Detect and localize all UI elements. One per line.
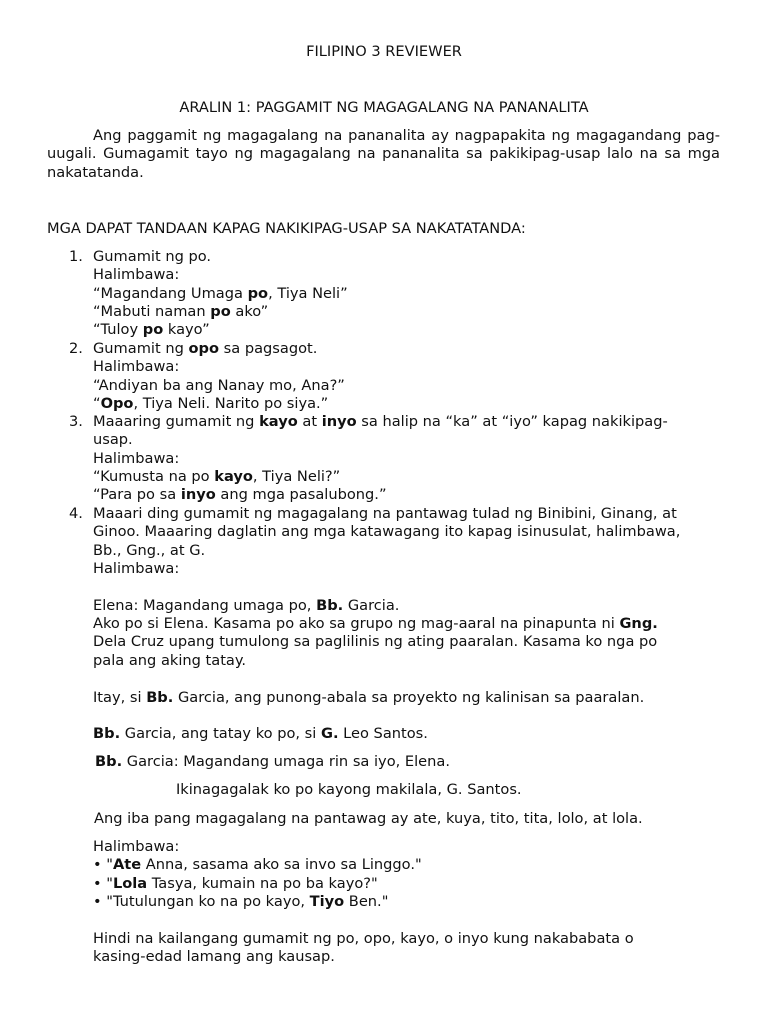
document-title: FILIPINO 3 REVIEWER <box>306 43 462 60</box>
bold-term: kayo <box>259 413 298 430</box>
list-item-line <box>93 505 677 523</box>
dialogue-line <box>93 652 246 670</box>
list-item-line <box>93 395 328 413</box>
list-number: 2. <box>69 340 83 357</box>
example-label <box>93 838 179 856</box>
list-item-line <box>93 377 345 395</box>
list-item-line <box>93 560 179 578</box>
text-run: • " <box>93 874 113 892</box>
dialogue-line <box>93 689 644 707</box>
text-run: , Tiya Neli?” <box>252 467 341 485</box>
bullet-line <box>93 893 388 911</box>
list-item-line <box>93 321 210 339</box>
section-heading: MGA DAPAT TANDAAN KAPAG NAKIKIPAG-USAP SA NAKATATANDA: <box>47 220 526 237</box>
bullet-line <box>93 856 422 874</box>
text-run: kasing-edad lamang ang kausap. <box>93 948 335 966</box>
bold-term: Lola <box>112 874 148 892</box>
dialogue-line <box>176 781 522 799</box>
bold-term: inyo <box>321 413 357 430</box>
text-run: ang mga pasalubong.” <box>215 486 387 504</box>
text-run: Dela Cruz upang tumulong sa paglilinis ng ating paaralan. Kasama ko nga po <box>93 633 658 650</box>
text-run: Anna, sasama ako sa invo sa Linggo." <box>141 856 422 874</box>
text-run: Halimbawa: <box>93 266 180 284</box>
list-item-line <box>93 431 133 449</box>
text-run: Halimbawa: <box>93 838 180 855</box>
bold-term: Opo <box>100 394 134 412</box>
bold-term: kayo <box>214 467 253 485</box>
list-item-line <box>93 303 268 321</box>
bold-term: po <box>247 284 269 302</box>
text-run: “ <box>93 394 101 412</box>
list-item-line <box>93 486 387 504</box>
text-run: “Mabuti naman <box>93 302 211 320</box>
text-run: • " <box>93 856 113 874</box>
text-run: “Magandang Umaga <box>93 284 248 302</box>
text-run: , Tiya Neli” <box>268 284 348 302</box>
lesson-heading: ARALIN 1: PAGGAMIT NG MAGAGALANG NA PANANALITA <box>179 99 589 116</box>
dialogue-line <box>94 810 643 828</box>
text-run: Garcia, ang tatay ko po, si <box>120 725 321 742</box>
text-run: Tasya, kumain na po ba kayo?" <box>147 874 378 892</box>
text-run: sa halip na “ka” at “iyo” kapag nakikipag- <box>356 413 668 430</box>
text-run: kayo” <box>163 321 210 339</box>
dialogue-line <box>93 725 428 743</box>
bold-term: inyo <box>180 486 216 504</box>
list-number: 3. <box>69 413 83 430</box>
text-run: Elena: Magandang umaga po, <box>93 597 317 614</box>
bold-term: Bb. <box>146 689 174 706</box>
text-run: “Tuloy <box>93 321 143 339</box>
intro-paragraph: Ang paggamit ng magagalang na pananalita ay nagpapakita ng magagandang pag-uugali. Gumagamit tayo ng magagalang na pananalita sa pakikipag-usap lalo na sa mga nakatatanda. <box>47 127 720 181</box>
text-run: Itay, si <box>93 689 147 706</box>
text-run: Garcia. <box>343 597 400 614</box>
text-run: Garcia, ang punong-abala sa proyekto ng kalinisan sa paaralan. <box>173 689 645 706</box>
bold-term: po <box>210 302 231 320</box>
text-run: Leo Santos. <box>338 725 428 742</box>
dialogue-line <box>93 597 399 615</box>
text-run: at <box>297 413 322 430</box>
bold-term: Bb. <box>316 597 344 614</box>
list-item-line <box>93 450 179 468</box>
bold-term: Bb. <box>93 725 121 742</box>
text-run: Ikinagagalak ko po kayong makilala, G. Santos. <box>176 781 522 798</box>
dialogue-line <box>93 633 657 651</box>
list-item-line <box>93 468 340 486</box>
list-item-line <box>93 266 179 284</box>
list-item-line <box>93 248 211 266</box>
text-run: Maaari ding gumamit ng magagalang na pantawag tulad ng Binibini, Ginang, at <box>93 505 677 522</box>
bold-term: Gng. <box>619 615 658 632</box>
text-run: “Para po sa <box>93 486 181 504</box>
text-run: , Tiya Neli. Narito po siya.” <box>133 394 329 412</box>
text-run: Ako po si Elena. Kasama po ako sa grupo ng mag-aaral na pinapunta ni <box>93 615 620 632</box>
list-item-line <box>93 340 317 358</box>
text-run: Gumamit ng po. <box>93 248 212 265</box>
text-run: Gumamit ng <box>93 340 189 357</box>
list-number: 4. <box>69 505 83 522</box>
list-item-line <box>93 523 680 541</box>
text-run: Bb., Gng., at G. <box>93 541 206 559</box>
list-item-line <box>93 413 668 431</box>
closing-line <box>93 930 634 948</box>
closing-line <box>93 948 335 966</box>
bullet-line <box>93 875 378 893</box>
dialogue-line <box>93 615 658 633</box>
text-run: Maaaring gumamit ng <box>93 413 260 430</box>
text-run: sa pagsagot. <box>219 340 318 357</box>
list-number: 1. <box>69 248 83 265</box>
bold-term: opo <box>188 340 220 357</box>
text-run: Halimbawa: <box>93 358 180 376</box>
text-run: Hindi na kailangang gumamit ng po, opo, kayo, o inyo kung nakababata o <box>93 930 634 947</box>
text-run: pala ang aking tatay. <box>93 652 247 669</box>
list-item-line <box>93 285 348 303</box>
text-run: “Andiyan ba ang Nanay mo, Ana?” <box>93 376 345 394</box>
text-run: Ginoo. Maaaring daglatin ang mga katawagang ito kapag isinusulat, halimbawa, <box>93 523 681 541</box>
bold-term: G. <box>320 725 339 742</box>
text-run: Halimbawa: <box>93 449 180 467</box>
text-run: Ben." <box>344 892 389 910</box>
bold-term: Tiyo <box>309 892 345 910</box>
text-run: • "Tutulungan ko na po kayo, <box>93 892 310 910</box>
bold-term: po <box>142 321 164 339</box>
bold-term: Bb. <box>95 753 123 770</box>
text-run: “Kumusta na po <box>93 467 215 485</box>
bold-term: Ate <box>112 856 142 874</box>
text-run: Garcia: Magandang umaga rin sa iyo, Elena. <box>122 753 450 770</box>
text-run: usap. <box>93 431 133 449</box>
text-run: Halimbawa: <box>93 559 180 577</box>
text-run: ako” <box>230 302 269 320</box>
list-item-line <box>93 358 179 376</box>
text-run: Ang iba pang magagalang na pantawag ay ate, kuya, tito, tita, lolo, at lola. <box>94 810 643 827</box>
list-item-line <box>93 542 205 560</box>
dialogue-line <box>95 753 450 771</box>
